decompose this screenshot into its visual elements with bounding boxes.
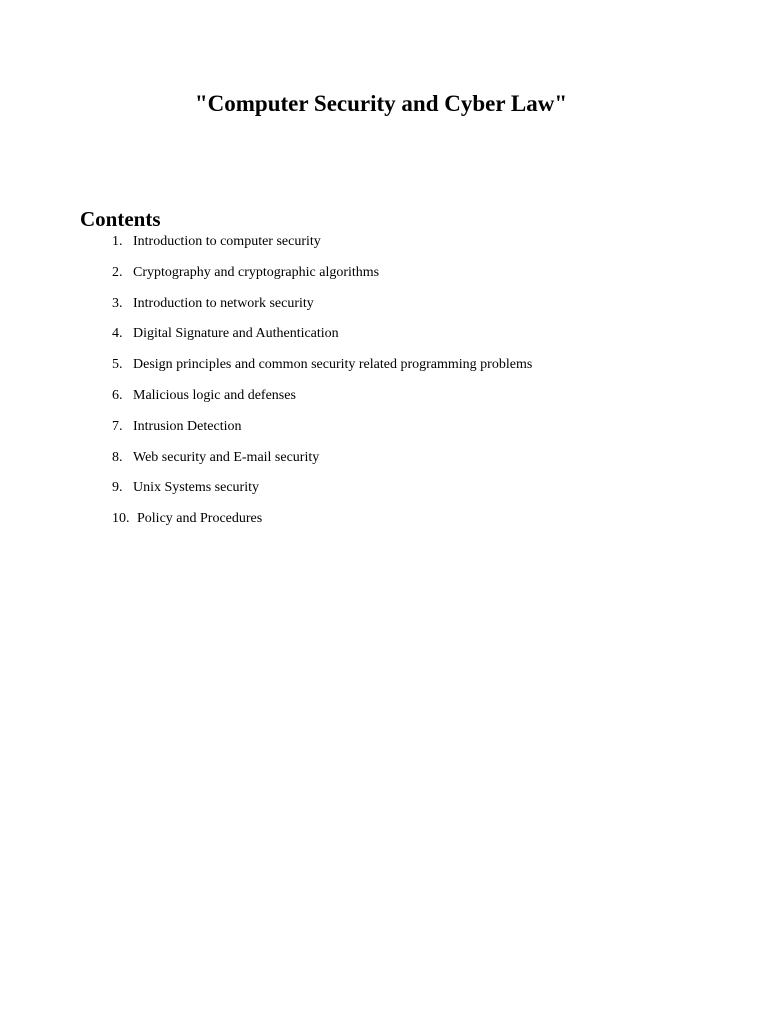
toc-item-number: 2. bbox=[112, 264, 123, 280]
contents-heading: Contents bbox=[80, 207, 161, 231]
toc-item-label: Digital Signature and Authentication bbox=[133, 326, 339, 342]
toc-item-number: 5. bbox=[112, 357, 123, 373]
toc-item-label: Malicious logic and defenses bbox=[133, 387, 296, 403]
toc-item-label: Unix Systems security bbox=[133, 480, 259, 496]
toc-item-number: 7. bbox=[112, 418, 123, 434]
toc-item-label: Intrusion Detection bbox=[133, 418, 242, 434]
toc-item-number: 6. bbox=[112, 387, 123, 403]
document-title: "Computer Security and Cyber Law" bbox=[194, 91, 568, 116]
toc-item-number: 10. bbox=[112, 511, 130, 527]
toc-item-label: Cryptography and cryptographic algorithms bbox=[133, 264, 380, 280]
toc-item-label: Design principles and common security related programming problems bbox=[133, 357, 533, 373]
toc-item-label: Policy and Procedures bbox=[137, 511, 263, 527]
toc-item-number: 9. bbox=[112, 480, 123, 496]
toc-item-number: 3. bbox=[112, 295, 123, 311]
toc-item-number: 1. bbox=[112, 234, 123, 249]
toc-item-number: 4. bbox=[112, 326, 123, 342]
toc-item-label: Web security and E-mail security bbox=[133, 449, 320, 465]
toc-item-label: Introduction to computer security bbox=[133, 234, 321, 249]
toc-item-label: Introduction to network security bbox=[133, 295, 314, 311]
toc-item-number: 8. bbox=[112, 449, 123, 465]
